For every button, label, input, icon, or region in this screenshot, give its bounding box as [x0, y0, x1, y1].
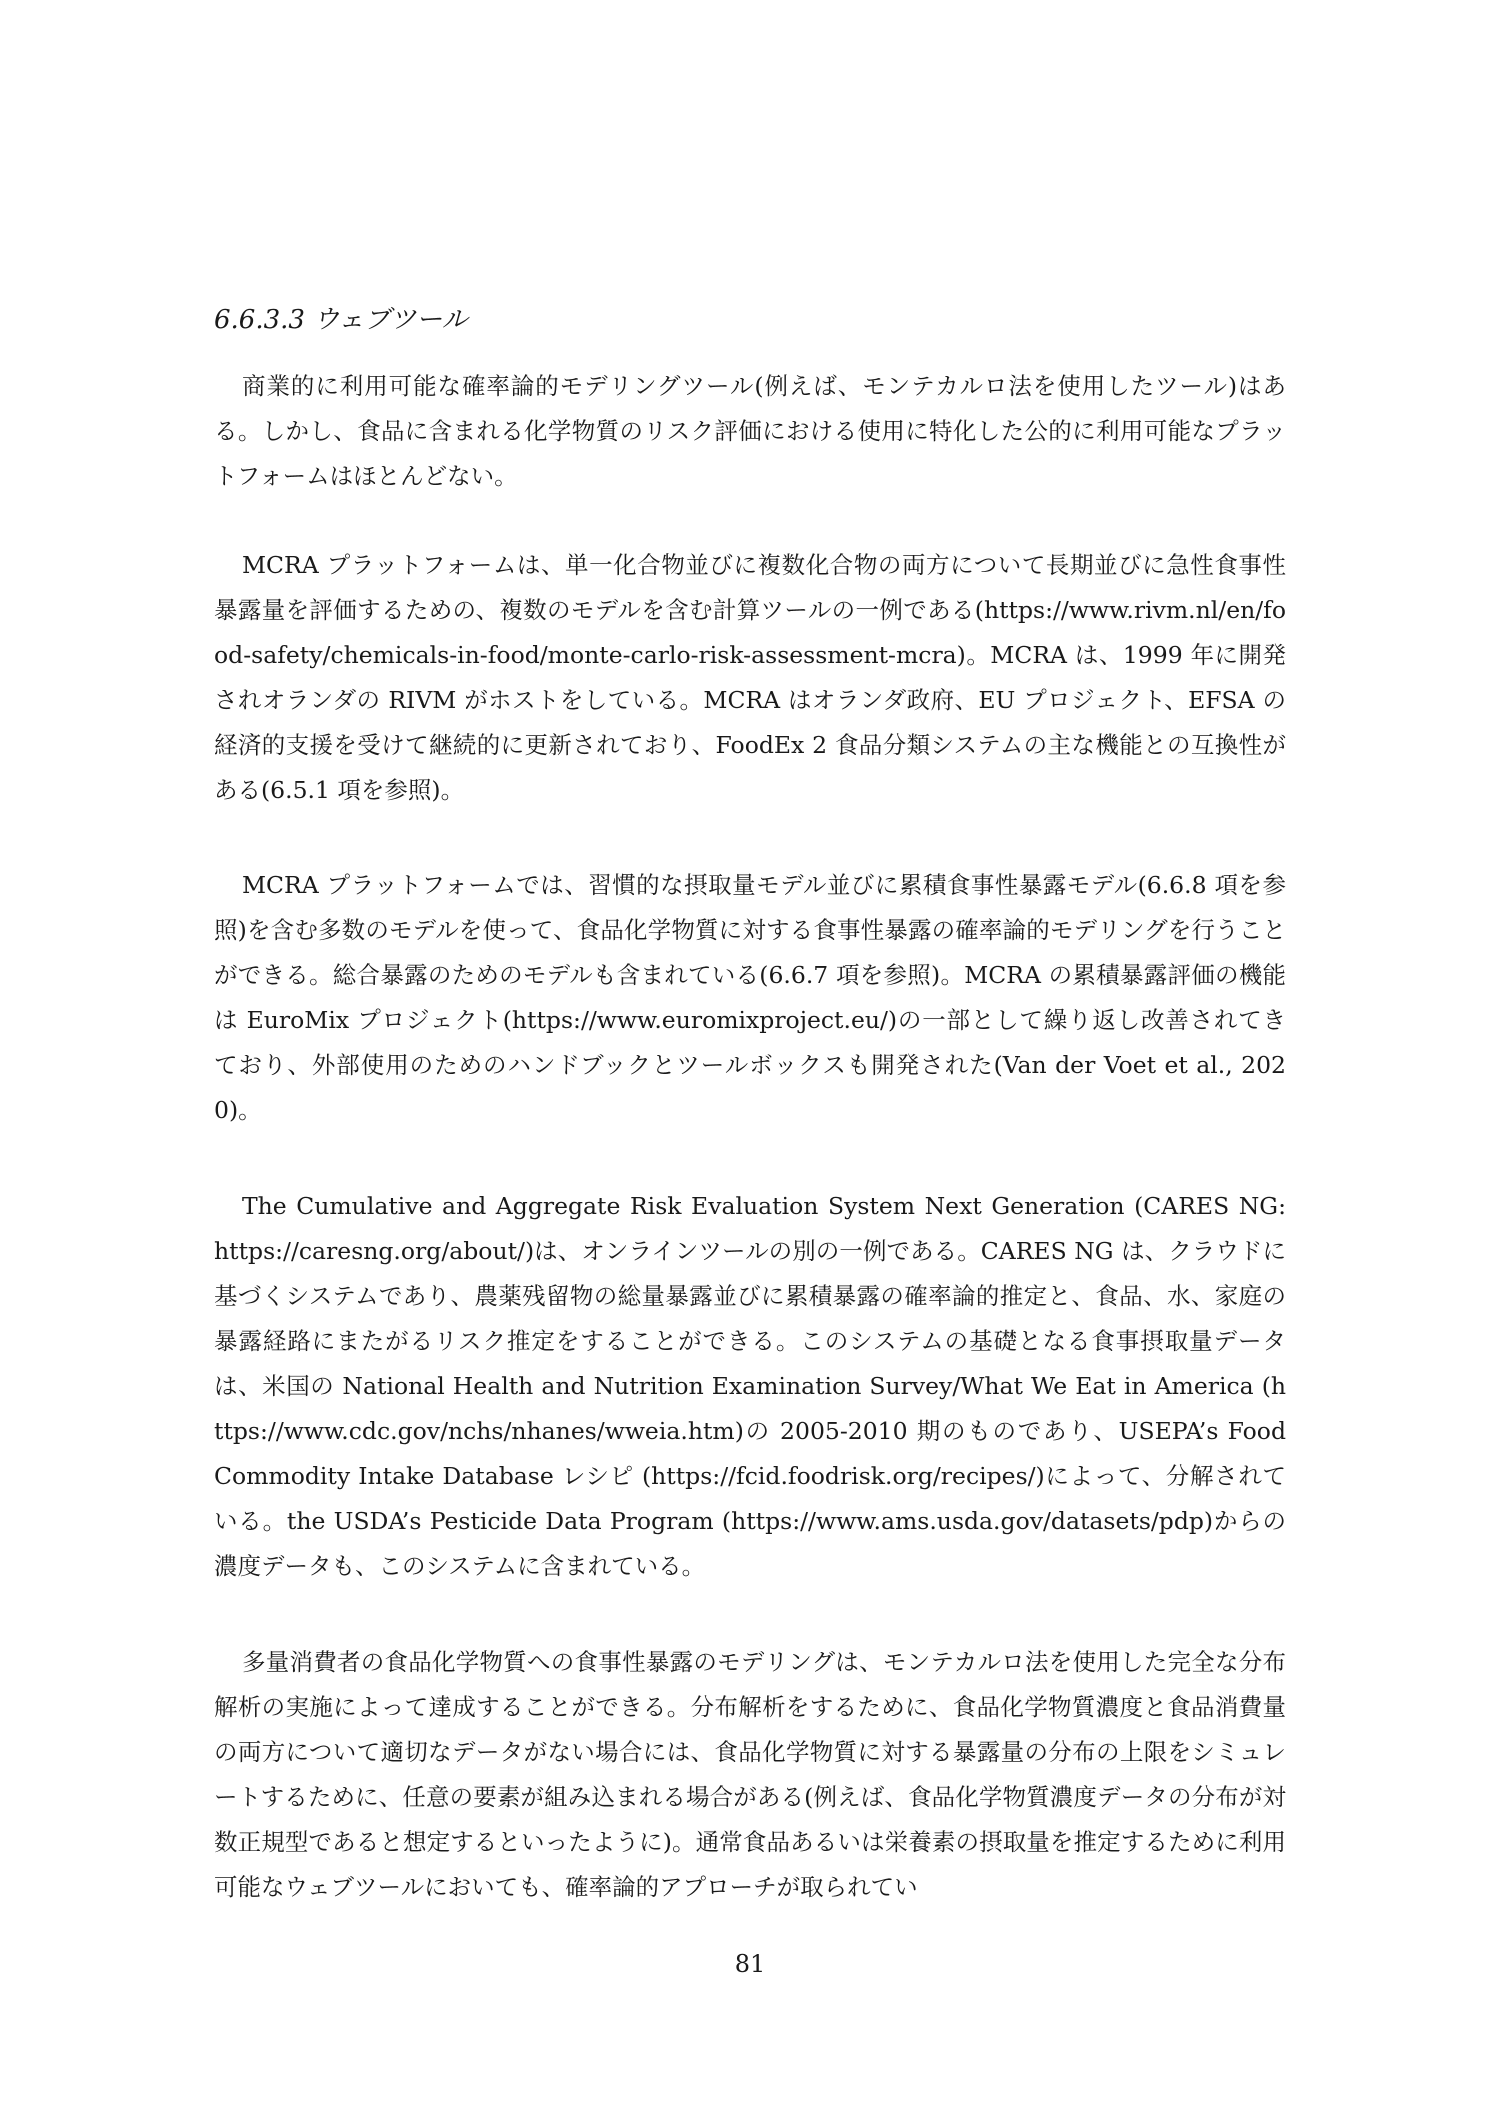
section-heading: 6.6.3.3 ウェブツール — [214, 305, 468, 335]
paragraph-cares-ng: The Cumulative and Aggregate Risk Evaluation System Next Generation (CARES NG: https://caresng.org/about/)は、オンラインツールの別の一例である。CARES NG は、クラウドに基づくシステムであり、農薬残留物の総量暴露並びに累積暴露の確率論的推定と、食品、水、家庭の暴露経路にまたがるリスク推定をすることができる。このシステムの基礎となる食事摂取量データは、米国の National Health and Nutrition Examination Survey/What We Eat in America (https://www.cdc.gov/nchs/nhanes/wweia.htm)の 2005-2010 期のものであり、USEPA’s Food Commodity Intake Database レシピ (https://fcid.foodrisk.org/recipes/)によって、分解されている。the USDA’s Pesticide Data Program (https://www.ams.usda.gov/datasets/pdp)からの濃度データも、このシステムに含まれている。 — [214, 1192, 1286, 1580]
paragraph-mcra-platform: MCRA プラットフォームは、単一化合物並びに複数化合物の両方について長期並びに急性食事性暴露量を評価するための、複数のモデルを含む計算ツールの一例である(https://www.rivm.nl/en/food-safety/chemicals-in-food/monte-carlo-risk-assessment-mcra)。MCRA は、1999 年に開発されオランダの RIVM がホストをしている。MCRA はオランダ政府、EU プロジェクト、EFSA の経済的支援を受けて継続的に更新されており、FoodEx 2 食品分類システムの主な機能との互換性がある(6.5.1 項を参照)。 — [214, 551, 1286, 804]
page-number: 81 — [734, 1950, 766, 1978]
paragraph-high-consumer-modelling: 多量消費者の食品化学物質への食事性暴露のモデリングは、モンテカルロ法を使用した完全な分布解析の実施によって達成することができる。分布解析をするために、食品化学物質濃度と食品消費量の両方について適切なデータがない場合には、食品化学物質に対する暴露量の分布の上限をシミュレートするために、任意の要素が組み込まれる場合がある(例えば、食品化学物質濃度データの分布が対数正規型であると想定するといったように)。通常食品あるいは栄養素の摂取量を推定するために利用可能なウェブツールにおいても、確率論的アプローチが取られてい — [214, 1648, 1286, 1901]
paragraph-mcra-models: MCRA プラットフォームでは、習慣的な摂取量モデル並びに累積食事性暴露モデル(6.6.8 項を参照)を含む多数のモデルを使って、食品化学物質に対する食事性暴露の確率論的モデリングを行うことができる。総合暴露のためのモデルも含まれている(6.6.7 項を参照)。MCRA の累積暴露評価の機能は EuroMix プロジェクト(https://www.euromixproject.eu/)の一部として繰り返し改善されてきており、外部使用のためのハンドブックとツールボックスも開発された(Van der Voet et al., 2020)。 — [214, 871, 1286, 1124]
paragraph-commercial-tools: 商業的に利用可能な確率論的モデリングツール(例えば、モンテカルロ法を使用したツール)はある。しかし、食品に含まれる化学物質のリスク評価における使用に特化した公的に利用可能なプラットフォームはほとんどない。 — [214, 372, 1286, 490]
